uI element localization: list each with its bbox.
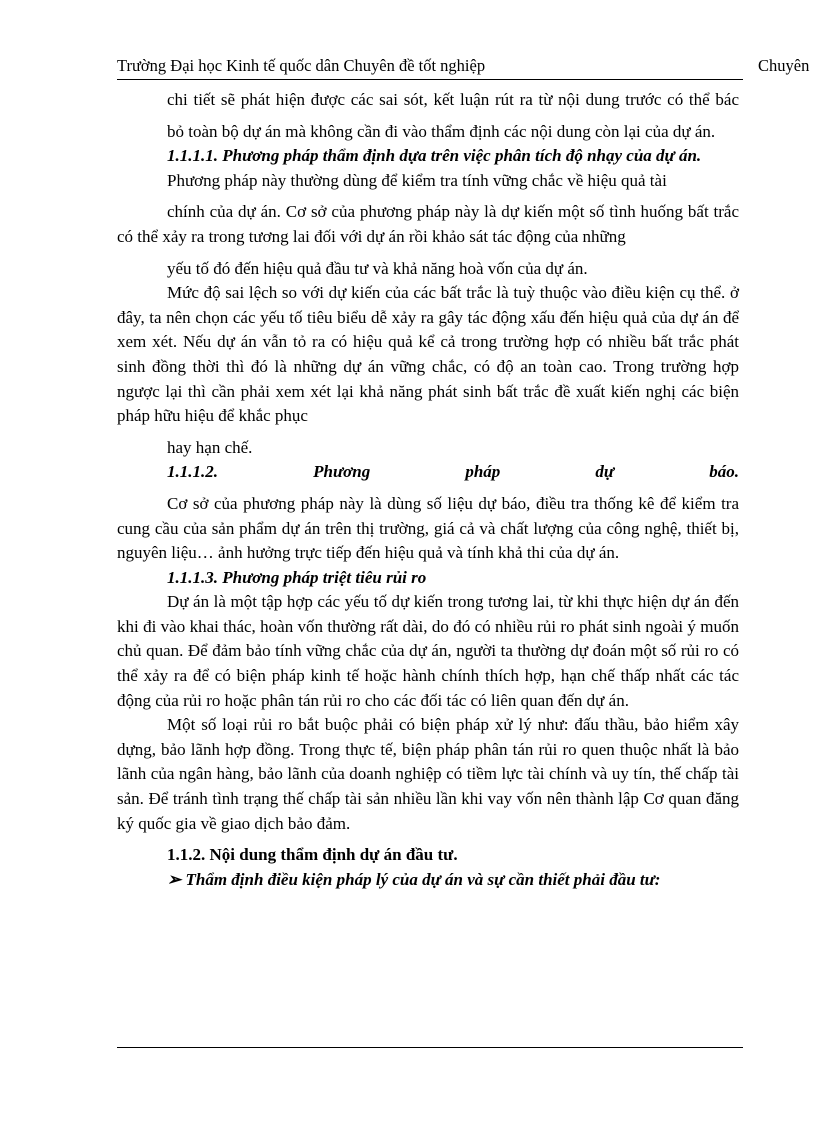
paragraph-2a: Phương pháp này thường dùng để kiểm tra tính vững chắc về hiệu quả tài xyxy=(167,170,667,190)
heading-1-1-1-1: 1.1.1.1. Phương pháp thẩm định dựa trên việc phân tích độ nhạy của dự án. xyxy=(167,146,702,166)
page-header xyxy=(117,52,816,76)
paragraph-3: Mức độ sai lệch so với dự kiến của các bất trắc là tuỳ thuộc vào điều kiện cụ thể. ở đây, ta nên chọn các yếu tố tiêu biểu dễ xảy ra gây tác động xấu đến hiệu quả của dự án để xem xét. Nếu dự án vẫn tỏ ra có hiệu quả kể cả trong trường hợp có nhiều bất trắc phát sinh đồng thời thì đó là những dự án vững chắc, có độ an toàn cao. Trong trường hợp ngược lại thì cần phải xem xét lại khả năng phát sinh bất trắc đề xuất kiến nghị các biện pháp hữu hiệu để khắc phục xyxy=(117,283,739,426)
paragraph-5: Dự án là một tập hợp các yếu tố dự kiến trong tương lai, từ khi thực hiện dự án đến khi đi vào khai thác, hoàn vốn thường rất dài, do đó có nhiều rủi ro phát sinh ngoài ý muốn chủ quan. Để đảm bảo tính vững chắc của dự án, người ta thường dự đoán một số rủi ro có thể xảy ra để có biện pháp kinh tế hoặc hành chính thích hợp, hạn chế thấp nhất các tác động của rủi ro hoặc phân tán rủi ro cho các đối tác có liên quan đến dự án. xyxy=(117,592,739,710)
bullet-text: Thẩm định điều kiện pháp lý của dự án và sự cần thiết phải đầu tư: xyxy=(185,869,661,889)
header-title: Trường Đại học Kinh tế quốc dân Chuyên đề tốt nghiệp xyxy=(117,56,486,75)
paragraph-4: Cơ sở của phương pháp này là dùng số liệu dự báo, điều tra thống kê để kiểm tra cung cầu của sản phẩm dự án trên thị trường, giá cả và chất lượng của công nghệ, thiết bị, nguyên liệu… ảnh hưởng trực tiếp đến hiệu quả và tính khả thi của dự án. xyxy=(117,493,739,563)
footer-rule xyxy=(117,1047,743,1048)
paragraph-3b: hay hạn chế. xyxy=(167,437,253,457)
heading-1-1-1-2: 1.1.1.2. Phương pháp dự báo. xyxy=(167,462,739,482)
paragraph-6: Một số loại rủi ro bắt buộc phải có biện pháp xử lý như: đấu thầu, bảo hiểm xây dựng, bảo lãnh hợp đồng. Trong thực tế, biện pháp phân tán rủi ro quen thuộc nhất là bảo lãnh của ngân hàng, bảo lãnh của doanh nghiệp có tiềm lực tài chính và uy tín, thế chấp tài sản. Để tránh tình trạng thế chấp tài sản nhiều lần khi vay vốn nên thành lập Cơ quan đăng ký quốc gia về giao dịch bảo đảm. xyxy=(117,715,739,833)
paragraph-1b: bỏ toàn bộ dự án mà không cần đi vào thẩm định các nội dung còn lại của dự án. xyxy=(167,121,716,141)
paragraph-2b: chính của dự án. Cơ sở của phương pháp này là dự kiến một số tình huống bất trắc có thể xảy ra trong tương lai đối với dự án rồi khảo sát tác động của những xyxy=(117,202,739,246)
paragraph-1a: chi tiết sẽ phát hiện được các sai sót, kết luận rút ra từ nội dung trước có thể bác xyxy=(167,90,739,109)
header-rule xyxy=(117,79,743,80)
document-body xyxy=(117,88,739,892)
paragraph-2c: yếu tố đó đến hiệu quả đầu tư và khả năng hoà vốn của dự án. xyxy=(167,258,588,278)
bullet-item xyxy=(117,868,739,893)
header-right-text: Chuyên xyxy=(758,56,810,75)
heading-1-1-2: 1.1.2. Nội dung thẩm định dự án đầu tư. xyxy=(167,845,458,865)
heading-1-1-1-3: 1.1.1.3. Phương pháp triệt tiêu rủi ro xyxy=(167,567,427,587)
bullet-arrow-icon: ➢ xyxy=(167,869,182,889)
